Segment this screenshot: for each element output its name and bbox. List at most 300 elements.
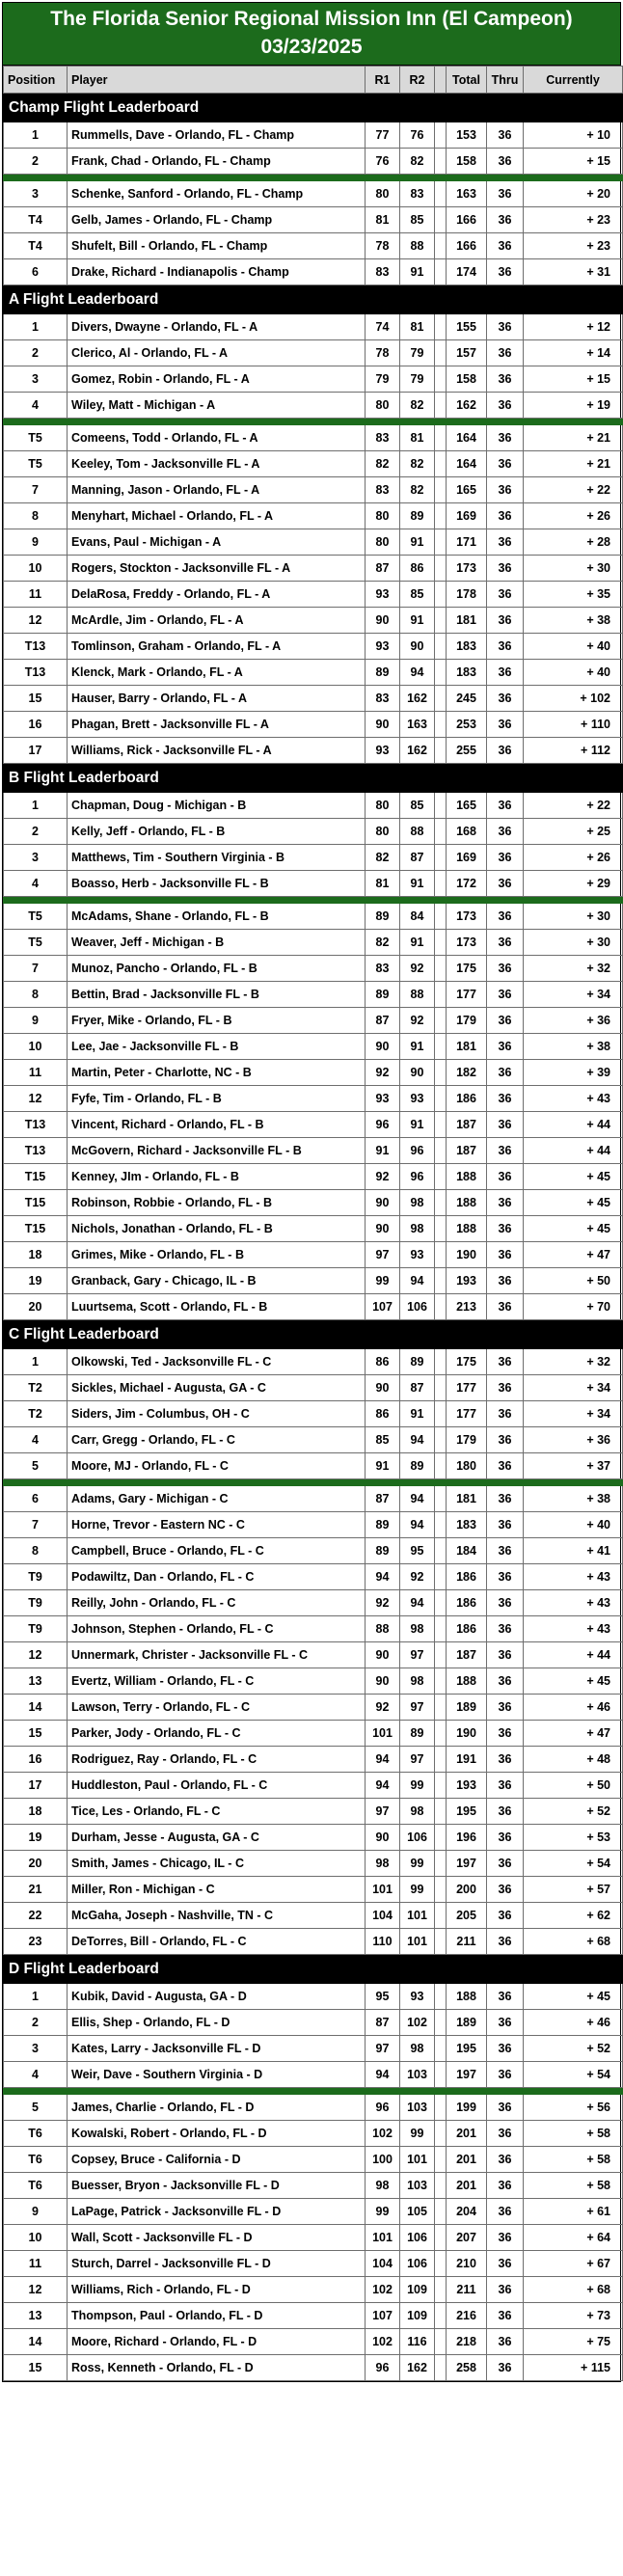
round1-cell: 94 <box>366 2062 400 2088</box>
spacer-cell <box>435 2277 447 2303</box>
table-row <box>4 2277 623 2303</box>
currently-cell: + 34 <box>524 1401 623 1427</box>
round1-cell: 78 <box>366 340 400 366</box>
round1-cell: 94 <box>366 1564 400 1590</box>
round2-cell: 91 <box>400 529 435 556</box>
table-row <box>4 1799 623 1825</box>
round2-cell: 162 <box>400 2355 435 2381</box>
thru-cell: 36 <box>487 1164 524 1190</box>
player-cell: Lawson, Terry - Orlando, FL - C <box>68 1695 366 1721</box>
player-cell: Wall, Scott - Jacksonville FL - D <box>68 2225 366 2251</box>
player-cell: Unnermark, Christer - Jacksonville FL - C <box>68 1642 366 1668</box>
spacer-cell <box>435 793 447 819</box>
round2-cell: 93 <box>400 1242 435 1268</box>
position-cell: 17 <box>4 1773 68 1799</box>
round1-cell: 93 <box>366 634 400 660</box>
total-cell: 258 <box>447 2355 487 2381</box>
round1-cell: 96 <box>366 1112 400 1138</box>
round2-cell: 87 <box>400 1375 435 1401</box>
round1-cell: 101 <box>366 2225 400 2251</box>
total-cell: 162 <box>447 393 487 419</box>
column-header-player: Player <box>68 67 366 94</box>
currently-cell: + 75 <box>524 2329 623 2355</box>
player-cell: Williams, Rich - Orlando, FL - D <box>68 2277 366 2303</box>
position-cell: 3 <box>4 366 68 393</box>
table-row <box>4 1138 623 1164</box>
spacer-cell <box>435 1453 447 1479</box>
round2-cell: 98 <box>400 1616 435 1642</box>
total-cell: 197 <box>447 2062 487 2088</box>
thru-cell: 36 <box>487 207 524 233</box>
total-cell: 201 <box>447 2147 487 2173</box>
currently-cell: + 57 <box>524 1877 623 1903</box>
round1-cell: 82 <box>366 930 400 956</box>
round1-cell: 90 <box>366 1668 400 1695</box>
table-row <box>4 1486 623 1512</box>
round2-cell: 101 <box>400 1903 435 1929</box>
table-row <box>4 1349 623 1375</box>
position-cell: 6 <box>4 259 68 285</box>
thru-cell: 36 <box>487 1268 524 1294</box>
player-cell: Divers, Dwayne - Orlando, FL - A <box>68 314 366 340</box>
currently-cell: + 43 <box>524 1086 623 1112</box>
player-cell: Keeley, Tom - Jacksonville FL - A <box>68 451 366 477</box>
player-cell: Miller, Ron - Michigan - C <box>68 1877 366 1903</box>
player-cell: Rogers, Stockton - Jacksonville FL - A <box>68 556 366 582</box>
currently-cell: + 25 <box>524 819 623 845</box>
thru-cell: 36 <box>487 1799 524 1825</box>
position-cell: 19 <box>4 1268 68 1294</box>
currently-cell: + 10 <box>524 122 623 149</box>
round2-cell: 95 <box>400 1538 435 1564</box>
table-row <box>4 2121 623 2147</box>
spacer-cell <box>435 1268 447 1294</box>
round2-cell: 94 <box>400 1268 435 1294</box>
position-cell: 3 <box>4 181 68 207</box>
player-cell: Kenney, JIm - Orlando, FL - B <box>68 1164 366 1190</box>
table-row <box>4 314 623 340</box>
player-cell: Gelb, James - Orlando, FL - Champ <box>68 207 366 233</box>
spacer-cell <box>435 149 447 175</box>
currently-cell: + 44 <box>524 1112 623 1138</box>
total-cell: 171 <box>447 529 487 556</box>
round2-cell: 162 <box>400 738 435 764</box>
round2-cell: 81 <box>400 425 435 451</box>
currently-cell: + 30 <box>524 556 623 582</box>
currently-cell: + 20 <box>524 181 623 207</box>
cut-line-bar <box>4 897 623 904</box>
total-cell: 179 <box>447 1008 487 1034</box>
thru-cell: 36 <box>487 233 524 259</box>
position-cell: 20 <box>4 1294 68 1320</box>
total-cell: 190 <box>447 1242 487 1268</box>
thru-cell: 36 <box>487 2355 524 2381</box>
position-cell: 22 <box>4 1903 68 1929</box>
currently-cell: + 68 <box>524 2277 623 2303</box>
round2-cell: 89 <box>400 503 435 529</box>
total-cell: 153 <box>447 122 487 149</box>
player-cell: Ellis, Shep - Orlando, FL - D <box>68 2010 366 2036</box>
player-cell: Parker, Jody - Orlando, FL - C <box>68 1721 366 1747</box>
position-cell: 1 <box>4 122 68 149</box>
round2-cell: 99 <box>400 1877 435 1903</box>
table-row <box>4 660 623 686</box>
thru-cell: 36 <box>487 1453 524 1479</box>
thru-cell: 36 <box>487 1242 524 1268</box>
spacer-cell <box>435 1747 447 1773</box>
spacer-cell <box>435 1851 447 1877</box>
position-cell: T2 <box>4 1401 68 1427</box>
player-cell: Evertz, William - Orlando, FL - C <box>68 1668 366 1695</box>
position-cell: 1 <box>4 793 68 819</box>
round1-cell: 90 <box>366 1216 400 1242</box>
currently-cell: + 15 <box>524 366 623 393</box>
currently-cell: + 70 <box>524 1294 623 1320</box>
position-cell: 11 <box>4 582 68 608</box>
spacer-cell <box>435 819 447 845</box>
round1-cell: 80 <box>366 529 400 556</box>
round1-cell: 87 <box>366 2010 400 2036</box>
spacer-cell <box>435 1616 447 1642</box>
total-cell: 196 <box>447 1825 487 1851</box>
thru-cell: 36 <box>487 2303 524 2329</box>
round1-cell: 96 <box>366 2095 400 2121</box>
currently-cell: + 23 <box>524 207 623 233</box>
total-cell: 187 <box>447 1138 487 1164</box>
table-row <box>4 2199 623 2225</box>
currently-cell: + 34 <box>524 1375 623 1401</box>
round1-cell: 89 <box>366 1538 400 1564</box>
currently-cell: + 28 <box>524 529 623 556</box>
total-cell: 201 <box>447 2121 487 2147</box>
spacer-cell <box>435 451 447 477</box>
column-header-spacer <box>435 67 447 94</box>
cut-line-separator <box>4 897 623 904</box>
round2-cell: 93 <box>400 1984 435 2010</box>
table-row <box>4 2147 623 2173</box>
position-cell: 15 <box>4 1721 68 1747</box>
player-cell: Martin, Peter - Charlotte, NC - B <box>68 1060 366 1086</box>
total-cell: 187 <box>447 1642 487 1668</box>
spacer-cell <box>435 1929 447 1955</box>
position-cell: T5 <box>4 930 68 956</box>
round1-cell: 94 <box>366 1747 400 1773</box>
spacer-cell <box>435 556 447 582</box>
position-cell: T15 <box>4 1190 68 1216</box>
spacer-cell <box>435 1721 447 1747</box>
round1-cell: 98 <box>366 2173 400 2199</box>
thru-cell: 36 <box>487 686 524 712</box>
total-cell: 187 <box>447 1112 487 1138</box>
round2-cell: 82 <box>400 393 435 419</box>
player-cell: Olkowski, Ted - Jacksonville FL - C <box>68 1349 366 1375</box>
table-row <box>4 871 623 897</box>
flight-header-row <box>4 285 623 314</box>
round2-cell: 91 <box>400 608 435 634</box>
round1-cell: 91 <box>366 1138 400 1164</box>
player-cell: Weaver, Jeff - Michigan - B <box>68 930 366 956</box>
thru-cell: 36 <box>487 529 524 556</box>
thru-cell: 36 <box>487 2121 524 2147</box>
position-cell: 7 <box>4 1512 68 1538</box>
round1-cell: 83 <box>366 425 400 451</box>
round2-cell: 103 <box>400 2173 435 2199</box>
table-row <box>4 2036 623 2062</box>
thru-cell: 36 <box>487 904 524 930</box>
round2-cell: 105 <box>400 2199 435 2225</box>
player-cell: Luurtsema, Scott - Orlando, FL - B <box>68 1294 366 1320</box>
round2-cell: 88 <box>400 819 435 845</box>
player-cell: Huddleston, Paul - Orlando, FL - C <box>68 1773 366 1799</box>
total-cell: 166 <box>447 207 487 233</box>
thru-cell: 36 <box>487 1773 524 1799</box>
thru-cell: 36 <box>487 1721 524 1747</box>
player-cell: Smith, James - Chicago, IL - C <box>68 1851 366 1877</box>
thru-cell: 36 <box>487 1903 524 1929</box>
table-row <box>4 2251 623 2277</box>
spacer-cell <box>435 314 447 340</box>
thru-cell: 36 <box>487 930 524 956</box>
round2-cell: 82 <box>400 451 435 477</box>
currently-cell: + 32 <box>524 956 623 982</box>
spacer-cell <box>435 1590 447 1616</box>
player-cell: Buesser, Bryon - Jacksonville FL - D <box>68 2173 366 2199</box>
round1-cell: 96 <box>366 2355 400 2381</box>
table-row <box>4 1903 623 1929</box>
currently-cell: + 56 <box>524 2095 623 2121</box>
thru-cell: 36 <box>487 1112 524 1138</box>
player-cell: Schenke, Sanford - Orlando, FL - Champ <box>68 181 366 207</box>
thru-cell: 36 <box>487 1984 524 2010</box>
player-cell: LaPage, Patrick - Jacksonville FL - D <box>68 2199 366 2225</box>
round2-cell: 94 <box>400 1486 435 1512</box>
position-cell: 4 <box>4 393 68 419</box>
round2-cell: 93 <box>400 1086 435 1112</box>
player-cell: Sickles, Michael - Augusta, GA - C <box>68 1375 366 1401</box>
round1-cell: 93 <box>366 582 400 608</box>
position-cell: T13 <box>4 1138 68 1164</box>
thru-cell: 36 <box>487 2010 524 2036</box>
position-cell: 3 <box>4 2036 68 2062</box>
total-cell: 181 <box>447 1034 487 1060</box>
player-cell: Podawiltz, Dan - Orlando, FL - C <box>68 1564 366 1590</box>
player-cell: Horne, Trevor - Eastern NC - C <box>68 1512 366 1538</box>
spacer-cell <box>435 1486 447 1512</box>
leaderboard-page <box>2 2 621 2382</box>
player-cell: Moore, MJ - Orlando, FL - C <box>68 1453 366 1479</box>
round1-cell: 99 <box>366 1268 400 1294</box>
spacer-cell <box>435 738 447 764</box>
spacer-cell <box>435 1877 447 1903</box>
table-row <box>4 1695 623 1721</box>
spacer-cell <box>435 1512 447 1538</box>
total-cell: 177 <box>447 1375 487 1401</box>
round1-cell: 83 <box>366 956 400 982</box>
table-row <box>4 845 623 871</box>
round2-cell: 98 <box>400 1668 435 1695</box>
round2-cell: 99 <box>400 2121 435 2147</box>
table-row <box>4 982 623 1008</box>
round1-cell: 90 <box>366 1825 400 1851</box>
thru-cell: 36 <box>487 982 524 1008</box>
round1-cell: 102 <box>366 2121 400 2147</box>
round1-cell: 80 <box>366 393 400 419</box>
round2-cell: 94 <box>400 1427 435 1453</box>
table-row <box>4 1008 623 1034</box>
table-row <box>4 904 623 930</box>
total-cell: 213 <box>447 1294 487 1320</box>
table-row <box>4 1242 623 1268</box>
round2-cell: 98 <box>400 2036 435 2062</box>
table-row <box>4 529 623 556</box>
flight-header-row <box>4 1955 623 1984</box>
round1-cell: 80 <box>366 503 400 529</box>
thru-cell: 36 <box>487 1747 524 1773</box>
spacer-cell <box>435 1164 447 1190</box>
currently-cell: + 53 <box>524 1825 623 1851</box>
currently-cell: + 47 <box>524 1721 623 1747</box>
table-row <box>4 686 623 712</box>
round2-cell: 96 <box>400 1164 435 1190</box>
thru-cell: 36 <box>487 1877 524 1903</box>
round2-cell: 116 <box>400 2329 435 2355</box>
table-row <box>4 1773 623 1799</box>
spacer-cell <box>435 2147 447 2173</box>
total-cell: 184 <box>447 1538 487 1564</box>
thru-cell: 36 <box>487 1138 524 1164</box>
total-cell: 179 <box>447 1427 487 1453</box>
spacer-cell <box>435 425 447 451</box>
position-cell: 13 <box>4 1668 68 1695</box>
spacer-cell <box>435 1564 447 1590</box>
position-cell: T5 <box>4 904 68 930</box>
total-cell: 218 <box>447 2329 487 2355</box>
position-cell: 23 <box>4 1929 68 1955</box>
total-cell: 200 <box>447 1877 487 1903</box>
round2-cell: 91 <box>400 1401 435 1427</box>
thru-cell: 36 <box>487 314 524 340</box>
round1-cell: 76 <box>366 149 400 175</box>
thru-cell: 36 <box>487 1616 524 1642</box>
table-row <box>4 149 623 175</box>
total-cell: 158 <box>447 366 487 393</box>
spacer-cell <box>435 1294 447 1320</box>
spacer-cell <box>435 2062 447 2088</box>
table-row <box>4 738 623 764</box>
position-cell: 18 <box>4 1799 68 1825</box>
round2-cell: 79 <box>400 366 435 393</box>
thru-cell: 36 <box>487 608 524 634</box>
round2-cell: 96 <box>400 1138 435 1164</box>
currently-cell: + 40 <box>524 634 623 660</box>
position-cell: 16 <box>4 712 68 738</box>
player-cell: Lee, Jae - Jacksonville FL - B <box>68 1034 366 1060</box>
total-cell: 255 <box>447 738 487 764</box>
position-cell: 10 <box>4 2225 68 2251</box>
total-cell: 195 <box>447 2036 487 2062</box>
round2-cell: 79 <box>400 340 435 366</box>
currently-cell: + 61 <box>524 2199 623 2225</box>
position-cell: 5 <box>4 1453 68 1479</box>
player-cell: DeTorres, Bill - Orlando, FL - C <box>68 1929 366 1955</box>
currently-cell: + 14 <box>524 340 623 366</box>
round2-cell: 109 <box>400 2303 435 2329</box>
round2-cell: 85 <box>400 207 435 233</box>
spacer-cell <box>435 207 447 233</box>
thru-cell: 36 <box>487 1825 524 1851</box>
total-cell: 177 <box>447 1401 487 1427</box>
round1-cell: 87 <box>366 1008 400 1034</box>
thru-cell: 36 <box>487 2036 524 2062</box>
position-cell: 19 <box>4 1825 68 1851</box>
table-row <box>4 1216 623 1242</box>
position-cell: 14 <box>4 2329 68 2355</box>
table-row <box>4 1984 623 2010</box>
currently-cell: + 43 <box>524 1590 623 1616</box>
total-cell: 188 <box>447 1216 487 1242</box>
table-row <box>4 1401 623 1427</box>
spacer-cell <box>435 660 447 686</box>
position-cell: 12 <box>4 1086 68 1112</box>
thru-cell: 36 <box>487 2329 524 2355</box>
table-row <box>4 1564 623 1590</box>
table-row <box>4 1060 623 1086</box>
round1-cell: 88 <box>366 1616 400 1642</box>
flight-title: B Flight Leaderboard <box>4 764 623 793</box>
player-cell: McAdams, Shane - Orlando, FL - B <box>68 904 366 930</box>
round1-cell: 97 <box>366 1799 400 1825</box>
table-row <box>4 793 623 819</box>
player-cell: Carr, Gregg - Orlando, FL - C <box>68 1427 366 1453</box>
thru-cell: 36 <box>487 819 524 845</box>
total-cell: 205 <box>447 1903 487 1929</box>
player-cell: Durham, Jesse - Augusta, GA - C <box>68 1825 366 1851</box>
spacer-cell <box>435 686 447 712</box>
total-cell: 158 <box>447 149 487 175</box>
thru-cell: 36 <box>487 845 524 871</box>
total-cell: 186 <box>447 1590 487 1616</box>
player-cell: Phagan, Brett - Jacksonville FL - A <box>68 712 366 738</box>
round1-cell: 87 <box>366 556 400 582</box>
spacer-cell <box>435 1773 447 1799</box>
total-cell: 189 <box>447 1695 487 1721</box>
spacer-cell <box>435 2173 447 2199</box>
player-cell: Matthews, Tim - Southern Virginia - B <box>68 845 366 871</box>
page-title <box>3 3 620 66</box>
total-cell: 173 <box>447 556 487 582</box>
cut-line-separator <box>4 419 623 425</box>
currently-cell: + 37 <box>524 1453 623 1479</box>
table-row <box>4 2010 623 2036</box>
spacer-cell <box>435 1984 447 2010</box>
table-row <box>4 1668 623 1695</box>
total-cell: 199 <box>447 2095 487 2121</box>
table-row <box>4 122 623 149</box>
thru-cell: 36 <box>487 149 524 175</box>
total-cell: 189 <box>447 2010 487 2036</box>
leaderboard-table <box>3 66 623 2381</box>
round2-cell: 97 <box>400 1747 435 1773</box>
player-cell: Johnson, Stephen - Orlando, FL - C <box>68 1616 366 1642</box>
player-cell: Kowalski, Robert - Orlando, FL - D <box>68 2121 366 2147</box>
currently-cell: + 58 <box>524 2173 623 2199</box>
position-cell: T13 <box>4 660 68 686</box>
currently-cell: + 58 <box>524 2147 623 2173</box>
player-cell: Robinson, Robbie - Orlando, FL - B <box>68 1190 366 1216</box>
player-cell: Evans, Paul - Michigan - A <box>68 529 366 556</box>
spacer-cell <box>435 904 447 930</box>
table-row <box>4 582 623 608</box>
